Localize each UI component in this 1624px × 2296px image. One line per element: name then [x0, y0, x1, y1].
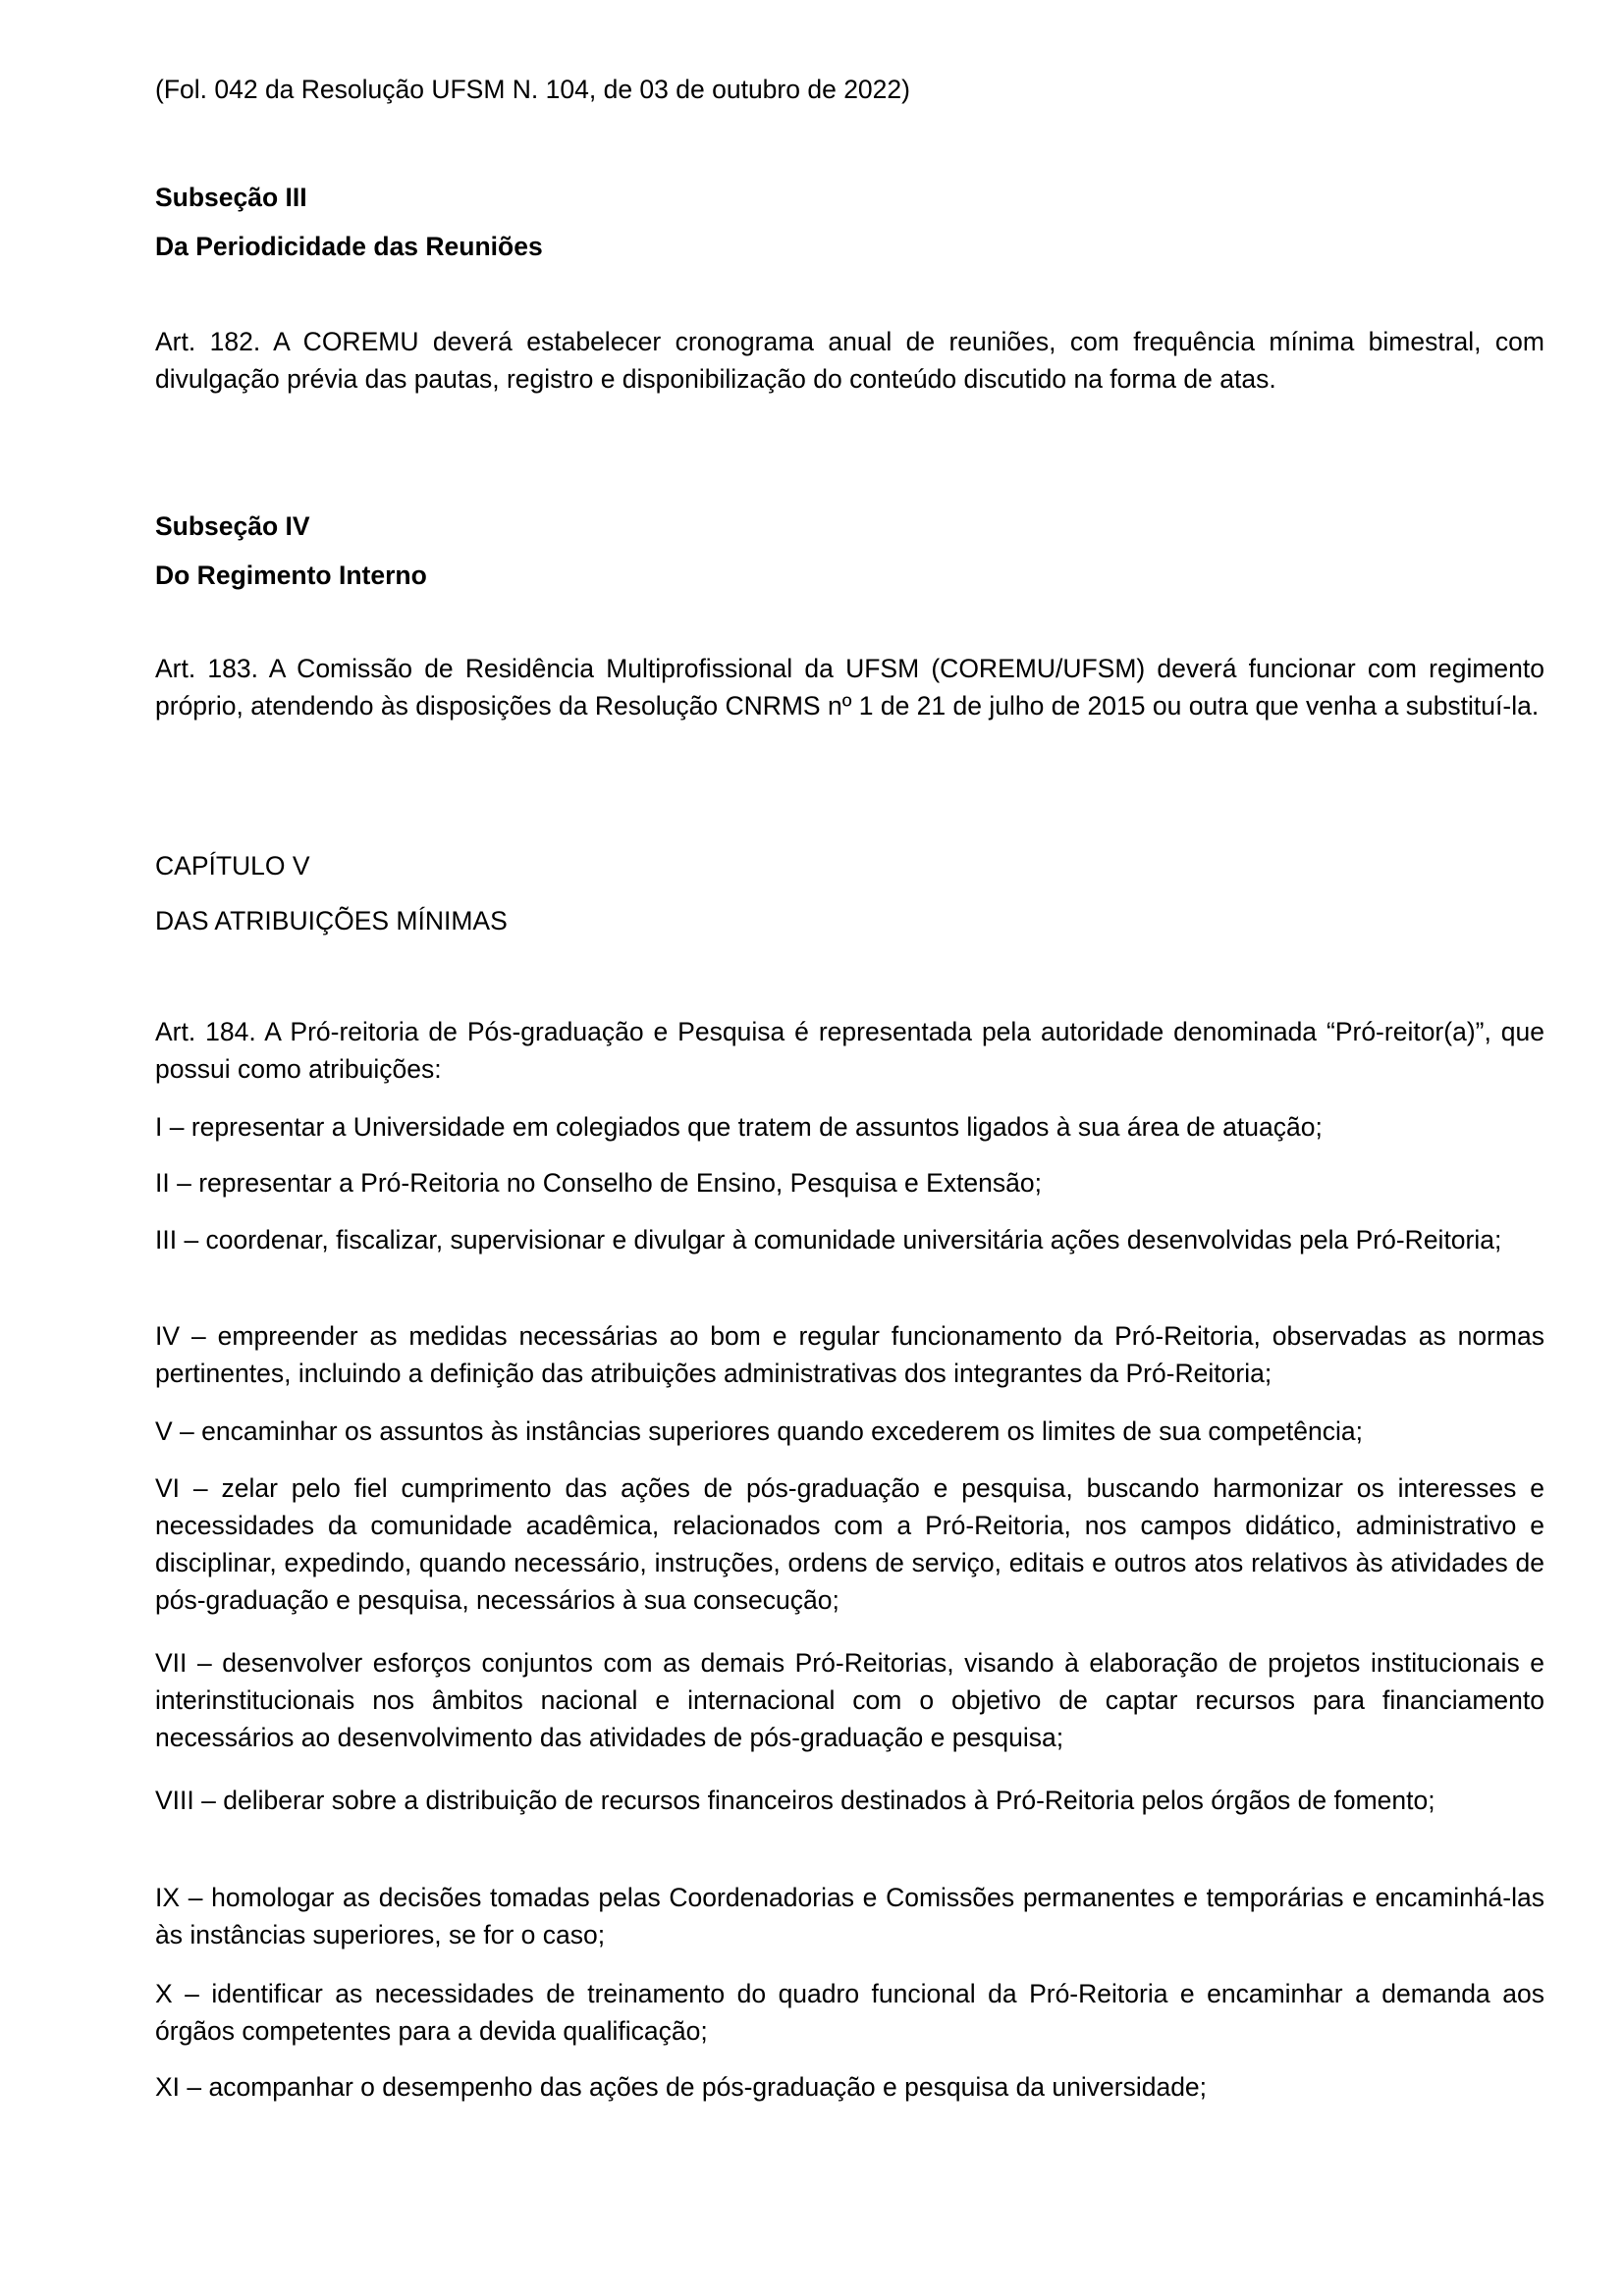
article-184-item-v: V – encaminhar os assuntos às instâncias superiores quando excederem os limites de sua competência; [155, 1416, 1363, 1446]
subsection-3-title: Subseção III [155, 183, 307, 212]
subsection-4-heading [155, 502, 1544, 600]
subsection-4-title: Subseção IV [155, 511, 310, 541]
article-184-item-xi: XI – acompanhar o desempenho das ações de pós-graduação e pesquisa da universidade; [155, 2072, 1208, 2102]
chapter-5-heading [155, 838, 1544, 948]
article-184-item-vii: VII – desenvolver esforços conjuntos com as demais Pró-Reitorias, visando à elaboração de projetos institucionais e interinstitucionais nos âmbitos nacional e internacional com o objetivo de captar recursos para financiamento necessários ao desenvolvimento das atividades de pós-graduação e pesquisa; [155, 1648, 1544, 1752]
chapter-5-title: CAPÍTULO V [155, 851, 310, 881]
article-184-item-iv: IV – empreender as medidas necessárias ao bom e regular funcionamento da Pró-Reitoria, observadas as normas pertinentes, incluindo a definição das atribuições administrativas dos integrantes da Pró-Reitoria; [155, 1321, 1544, 1388]
article-184-item-viii: VIII – deliberar sobre a distribuição de recursos financeiros destinados à Pró-Reitoria pelos órgãos de fomento; [155, 1786, 1435, 1815]
article-182: Art. 182. A COREMU deverá estabelecer cronograma anual de reuniões, com frequência mínima bimestral, com divulgação prévia das pautas, registro e disponibilização do conteúdo discutido na forma de atas. [155, 327, 1544, 394]
article-184-item-iii: III – coordenar, fiscalizar, supervisionar e divulgar à comunidade universitária ações desenvolvidas pela Pró-Reitoria; [155, 1225, 1502, 1255]
article-184-item-ii: II – representar a Pró-Reitoria no Conselho de Ensino, Pesquisa e Extensão; [155, 1168, 1042, 1198]
article-184: Art. 184. A Pró-reitoria de Pós-graduação e Pesquisa é representada pela autoridade denominada “Pró-reitor(a)”, que possui como atribuições: [155, 1017, 1544, 1084]
subsection-3-heading [155, 173, 1544, 271]
article-184-item-x: X – identificar as necessidades de treinamento do quadro funcional da Pró-Reitoria e encaminhar a demanda aos órgãos competentes para a devida qualificação; [155, 1979, 1544, 2046]
article-184-item-vi: VI – zelar pelo fiel cumprimento das ações de pós-graduação e pesquisa, buscando harmonizar os interesses e necessidades da comunidade acadêmica, relacionados com a Pró-Reitoria, nos campos didático, administrativo e disciplinar, expedindo, quando necessário, instruções, ordens de serviço, editais e outros atos relativos às atividades de pós-graduação e pesquisa, necessários à sua consecução; [155, 1473, 1544, 1615]
chapter-5-subtitle: DAS ATRIBUIÇÕES MÍNIMAS [155, 906, 508, 935]
article-184-item-i: I – representar a Universidade em colegiados que tratem de assuntos ligados à sua área de atuação; [155, 1112, 1323, 1142]
article-183: Art. 183. A Comissão de Residência Multiprofissional da UFSM (COREMU/UFSM) deverá funcionar com regimento próprio, atendendo às disposições da Resolução CNRMS nº 1 de 21 de julho de 2015 ou outra que venha a substituí-la. [155, 654, 1544, 721]
subsection-4-subtitle: Do Regimento Interno [155, 561, 427, 590]
folio-header: (Fol. 042 da Resolução UFSM N. 104, de 03 de outubro de 2022) [155, 75, 910, 104]
article-184-item-ix: IX – homologar as decisões tomadas pelas Coordenadorias e Comissões permanentes e temporárias e encaminhá-las às instâncias superiores, se for o caso; [155, 1883, 1544, 1949]
subsection-3-subtitle: Da Periodicidade das Reuniões [155, 232, 543, 261]
